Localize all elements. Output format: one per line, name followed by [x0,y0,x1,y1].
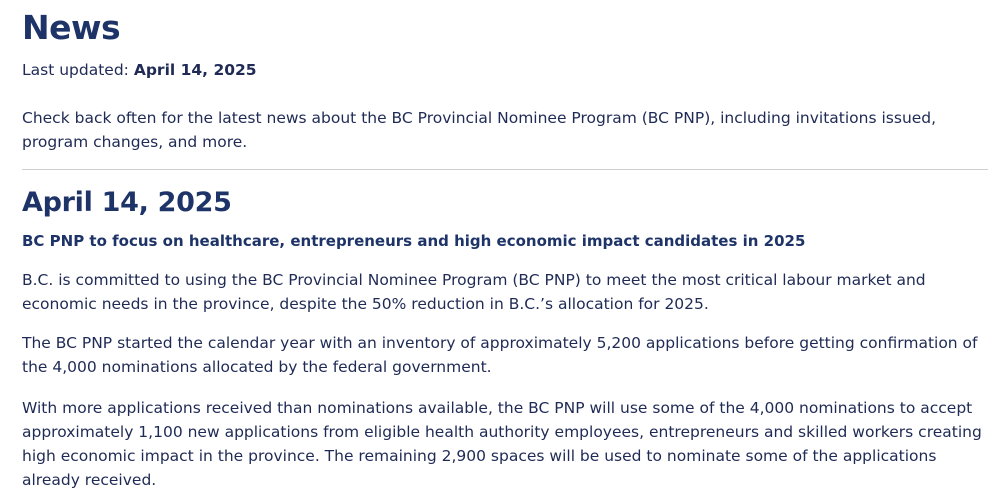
page-title: News [22,8,121,47]
article-date-heading: April 14, 2025 [22,187,232,218]
last-updated-label: Last updated: [22,61,134,79]
last-updated-date: April 14, 2025 [133,61,257,79]
article-paragraph: With more applications received than nominations available, the BC PNP will use some of the 4,000 nominations to accept approximately 1,100 new applications from eligible health authority employees, entrepreneurs and skilled workers creating high economic impact in the province. The remaining 2,900 spaces will be used to nominate some of the applications already received. [22,399,982,489]
section-divider [22,169,988,170]
article-headline: BC PNP to focus on healthcare, entrepreneurs and high economic impact candidates in 2025 [22,232,806,250]
intro-text: Check back often for the latest news about the BC Provincial Nominee Program (BC PNP), including invitations issued, program changes, and more. [22,109,937,151]
article-paragraph: B.C. is committed to using the BC Provincial Nominee Program (BC PNP) to meet the most critical labour market and economic needs in the province, despite the 50% reduction in B.C.’s allocation for 2025. [22,271,926,313]
last-updated [22,60,257,80]
article-paragraph: The BC PNP started the calendar year with an inventory of approximately 5,200 applications before getting confirmation of the 4,000 nominations allocated by the federal government. [22,334,978,376]
